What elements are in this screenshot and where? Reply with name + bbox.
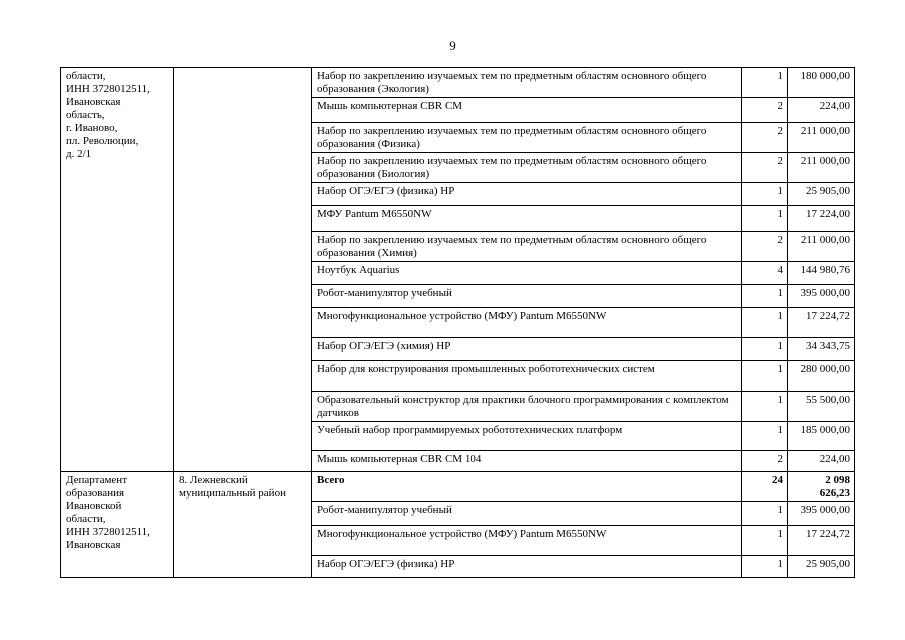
organization-cell: области, ИНН 3728012511, Ивановская область, г. Иваново, пл. Революции, д. 2/1 (61, 68, 174, 472)
item-amount: 180 000,00 (788, 68, 855, 98)
item-quantity: 1 (742, 285, 788, 308)
item-amount: 55 500,00 (788, 392, 855, 422)
item-quantity: 2 (742, 232, 788, 262)
item-amount: 211 000,00 (788, 153, 855, 183)
item-name: Робот-манипулятор учебный (312, 285, 742, 308)
item-name: Набор для конструирования промышленных робототехнических систем (312, 361, 742, 392)
item-name: Мышь компьютерная CBR CM (312, 98, 742, 123)
total-label: Всего (312, 472, 742, 502)
item-name: Набор по закреплению изучаемых тем по предметным областям основного общего образования (Физика) (312, 123, 742, 153)
item-quantity: 1 (742, 422, 788, 451)
item-quantity: 1 (742, 526, 788, 556)
item-name: Ноутбук Aquarius (312, 262, 742, 285)
organization-cell: Департамент образования Ивановской области, ИНН 3728012511, Ивановская (61, 472, 174, 578)
district-cell (174, 68, 312, 472)
item-name: Набор ОГЭ/ЕГЭ (физика) НР (312, 183, 742, 206)
item-amount: 17 224,72 (788, 526, 855, 556)
equipment-table (60, 67, 855, 578)
item-quantity: 1 (742, 206, 788, 232)
item-quantity: 1 (742, 392, 788, 422)
item-amount: 25 905,00 (788, 183, 855, 206)
item-name: Набор по закреплению изучаемых тем по предметным областям основного общего образования (Биология) (312, 153, 742, 183)
item-name: Набор по закреплению изучаемых тем по предметным областям основного общего образования (Экология) (312, 68, 742, 98)
item-name: Набор ОГЭ/ЕГЭ (химия) НР (312, 338, 742, 361)
item-amount: 211 000,00 (788, 232, 855, 262)
item-quantity: 2 (742, 451, 788, 472)
item-quantity: 1 (742, 308, 788, 338)
item-name: Мышь компьютерная CBR CM 104 (312, 451, 742, 472)
item-quantity: 1 (742, 338, 788, 361)
item-amount: 185 000,00 (788, 422, 855, 451)
item-name: МФУ Pantum M6550NW (312, 206, 742, 232)
item-amount: 395 000,00 (788, 502, 855, 526)
item-quantity: 1 (742, 361, 788, 392)
item-quantity: 1 (742, 502, 788, 526)
item-amount: 224,00 (788, 98, 855, 123)
item-amount: 17 224,72 (788, 308, 855, 338)
item-quantity: 1 (742, 183, 788, 206)
item-name: Образовательный конструктор для практики блочного программирования с комплектом датчиков (312, 392, 742, 422)
item-name: Многофункциональное устройство (МФУ) Pantum M6550NW (312, 308, 742, 338)
item-quantity: 1 (742, 68, 788, 98)
item-quantity: 1 (742, 556, 788, 578)
item-quantity: 2 (742, 98, 788, 123)
item-amount: 144 980,76 (788, 262, 855, 285)
table-row-total (61, 472, 855, 502)
item-amount: 280 000,00 (788, 361, 855, 392)
item-quantity: 2 (742, 153, 788, 183)
item-amount: 211 000,00 (788, 123, 855, 153)
item-name: Набор по закреплению изучаемых тем по предметным областям основного общего образования (Химия) (312, 232, 742, 262)
total-amount: 2 098 626,23 (788, 472, 855, 502)
item-amount: 395 000,00 (788, 285, 855, 308)
page-number: 9 (449, 38, 456, 53)
total-quantity: 24 (742, 472, 788, 502)
item-quantity: 4 (742, 262, 788, 285)
item-name: Учебный набор программируемых робототехнических платформ (312, 422, 742, 451)
item-quantity: 2 (742, 123, 788, 153)
item-name: Робот-манипулятор учебный (312, 502, 742, 526)
item-name: Многофункциональное устройство (МФУ) Pantum M6550NW (312, 526, 742, 556)
item-name: Набор ОГЭ/ЕГЭ (физика) НР (312, 556, 742, 578)
item-amount: 17 224,00 (788, 206, 855, 232)
item-amount: 25 905,00 (788, 556, 855, 578)
district-cell: 8. Лежневский муниципальный район (174, 472, 312, 578)
item-amount: 224,00 (788, 451, 855, 472)
table-row (61, 68, 855, 98)
item-amount: 34 343,75 (788, 338, 855, 361)
